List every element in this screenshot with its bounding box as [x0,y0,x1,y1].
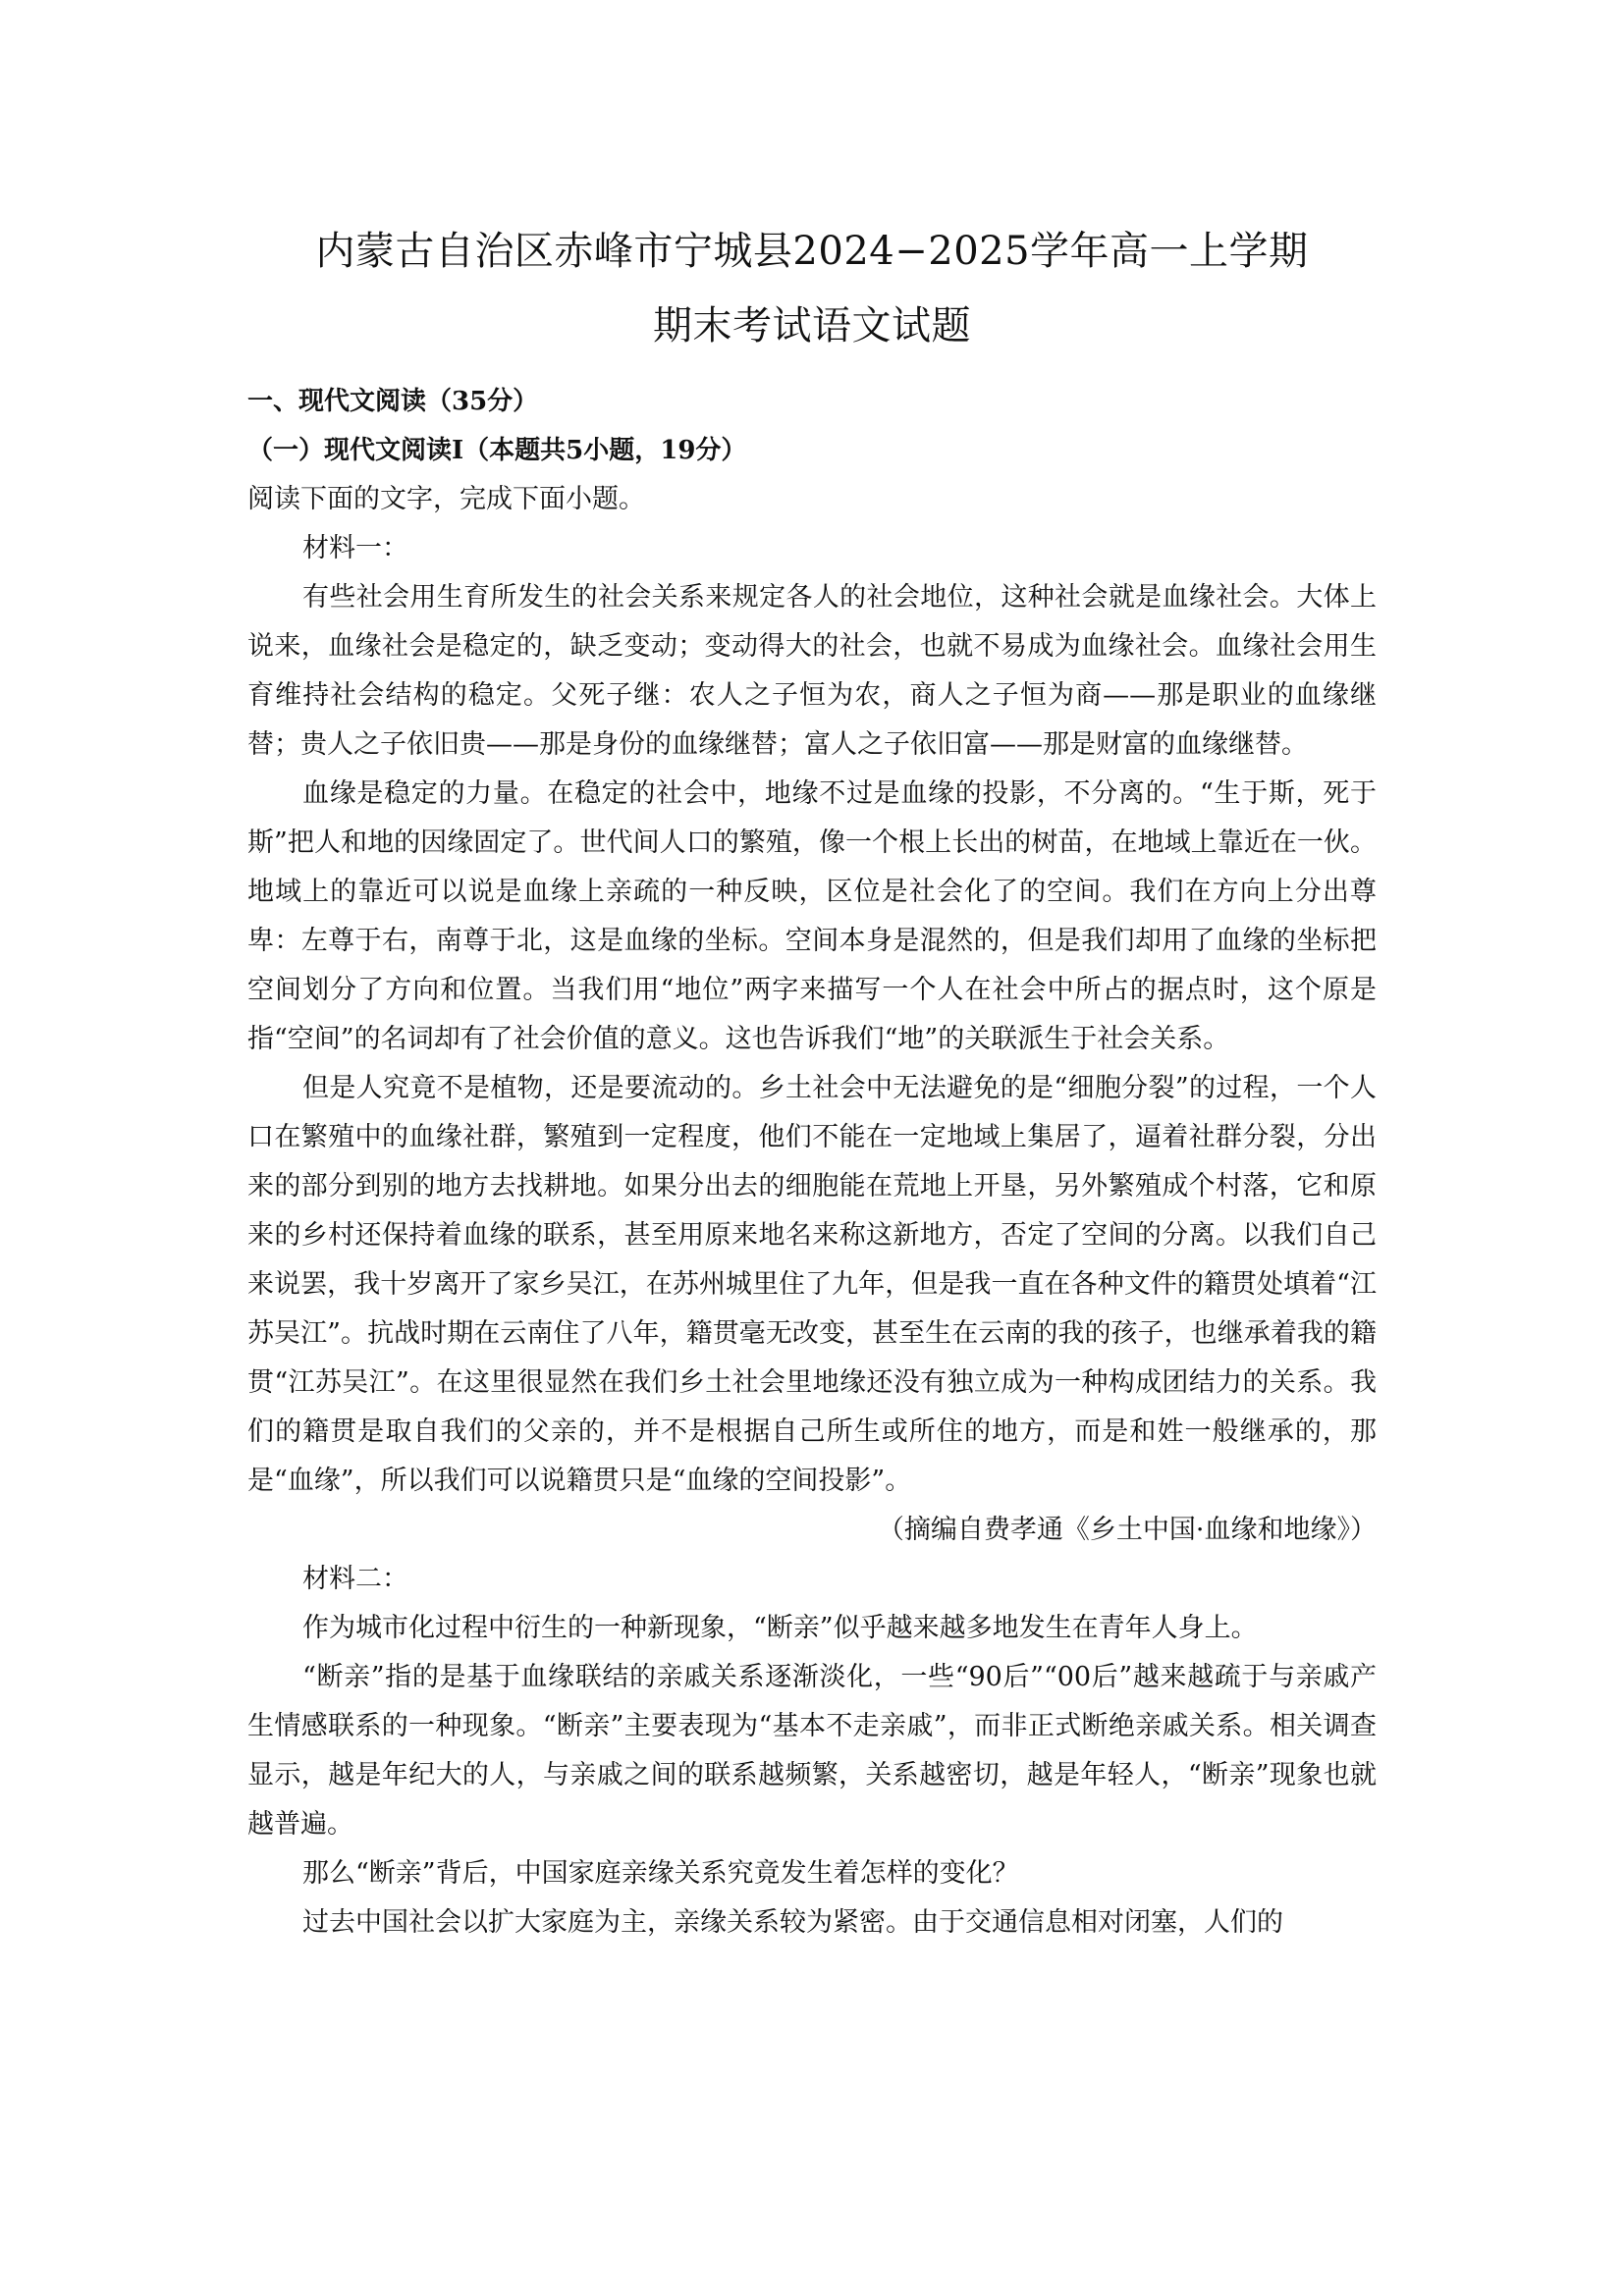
exam-page [247,214,1377,1948]
material-two-label: 材料二： [302,1564,408,1594]
page-subtitle: 期末考试语文试题 [653,303,971,348]
section-heading: 一、现代文阅读（35分） [247,387,539,416]
material-one-paragraph-1: 有些社会用生育所发生的社会关系来规定各人的社会地位，这种社会就是血缘社会。大体上说来，血缘社会是稳定的，缺乏变动；变动得大的社会，也就不易成为血缘社会。血缘社会用生育维持社会结构的稳定。父死子继：农人之子恒为农，商人之子恒为商——那是职业的血缘继替；贵人之子依旧贵——那是身份的血缘继替；富人之子依旧富——那是财富的血缘继替。 [247,582,1377,760]
material-one-paragraph-2: 血缘是稳定的力量。在稳定的社会中，地缘不过是血缘的投影，不分离的。“生于斯，死于斯”把人和地的因缘固定了。世代间人口的繁殖，像一个根上长出的树苗，在地域上靠近在一伙。地域上的靠近可以说是血缘上亲疏的一种反映，区位是社会化了的空间。我们在方向上分出尊卑：左尊于右，南尊于北，这是血缘的坐标。空间本身是混然的，但是我们却用了血缘的坐标把空间划分了方向和位置。当我们用“地位”两字来描写一个人在社会中所占的据点时，这个原是指“空间”的名词却有了社会价值的意义。这也告诉我们“地”的关联派生于社会关系。 [247,778,1377,1054]
page-title: 内蒙古自治区赤峰市宁城县2024−2025学年高一上学期 [315,229,1309,274]
material-one-label: 材料一： [302,533,408,563]
material-two-paragraph-1: 作为城市化过程中衍生的一种新现象，“断亲”似乎越来越多地发生在青年人身上。 [302,1613,1258,1643]
subsection-heading: （一）现代文阅读Ⅰ（本题共5小题，19分） [247,436,747,465]
material-one-source: （摘编自费孝通《乡土中国·血缘和地缘》） [877,1515,1377,1545]
material-two-paragraph-3: 那么“断亲”背后，中国家庭亲缘关系究竟发生着怎样的变化？ [302,1858,1019,1889]
material-two-paragraph-4: 过去中国社会以扩大家庭为主，亲缘关系较为紧密。由于交通信息相对闭塞，人们的 [302,1907,1283,1938]
material-one-paragraph-3: 但是人究竟不是植物，还是要流动的。乡土社会中无法避免的是“细胞分裂”的过程，一个人口在繁殖中的血缘社群，繁殖到一定程度，他们不能在一定地域上集居了，逼着社群分裂，分出来的部分到别的地方去找耕地。如果分出去的细胞能在荒地上开垦，另外繁殖成个村落，它和原来的乡村还保持着血缘的联系，甚至用原来地名来称这新地方，否定了空间的分离。以我们自己来说罢，我十岁离开了家乡吴江，在苏州城里住了九年，但是我一直在各种文件的籍贯处填着“江苏吴江”。抗战时期在云南住了八年，籍贯毫无改变，甚至生在云南的我的孩子，也继承着我的籍贯“江苏吴江”。在这里很显然在我们乡土社会里地缘还没有独立成为一种构成团结力的关系。我们的籍贯是取自我们的父亲的，并不是根据自己所生或所住的地方，而是和姓一般继承的，那是“血缘”，所以我们可以说籍贯只是“血缘的空间投影”。 [247,1073,1377,1496]
instruction-text: 阅读下面的文字，完成下面小题。 [247,484,645,514]
material-two-paragraph-2: “断亲”指的是基于血缘联结的亲戚关系逐渐淡化，一些“90后”“00后”越来越疏于与亲戚产生情感联系的一种现象。“断亲”主要表现为“基本不走亲戚”，而非正式断绝亲戚关系。相关调查显示，越是年纪大的人，与亲戚之间的联系越频繁，关系越密切，越是年轻人，“断亲”现象也就越普遍。 [247,1662,1377,1840]
